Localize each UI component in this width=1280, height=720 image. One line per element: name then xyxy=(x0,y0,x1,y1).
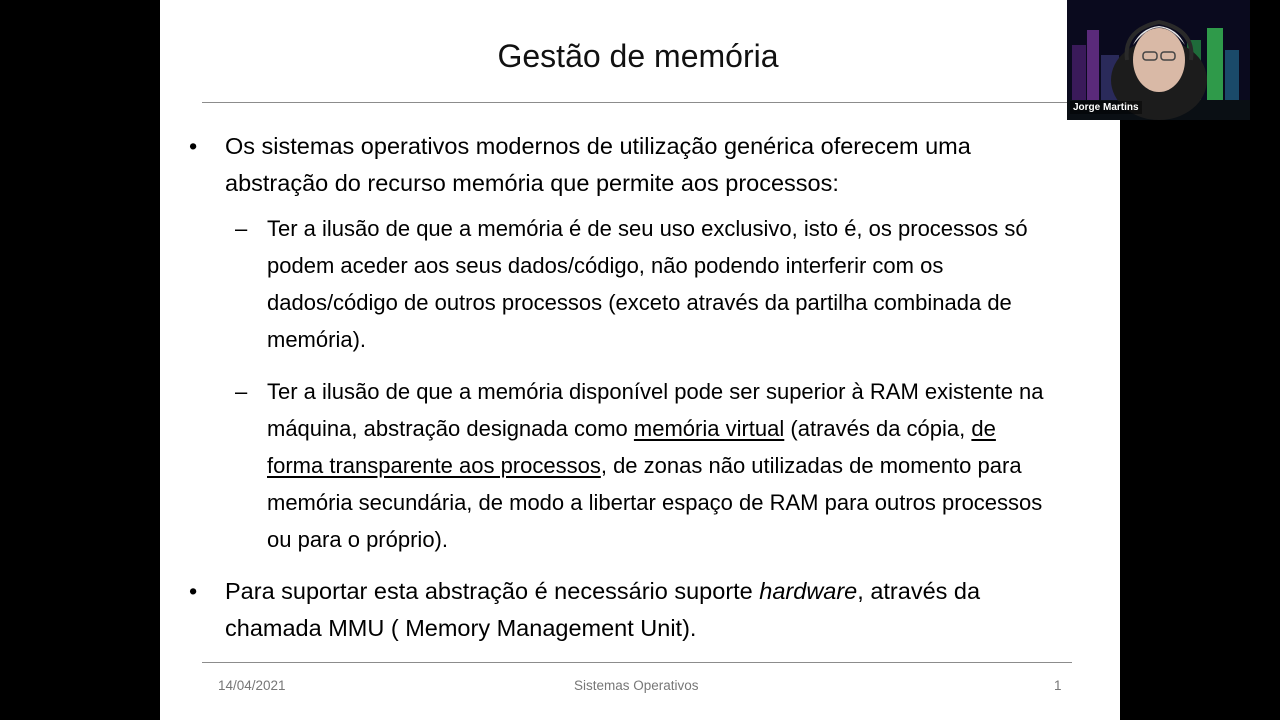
participant-name: Jorge Martins xyxy=(1070,101,1142,114)
sub-bullet-2-text-c: , de zonas não utilizadas de momento para memória secundária, de modo a libertar espaço de RAM para outros processos ou para o próprio). xyxy=(267,453,1043,552)
sub-bullet-2 xyxy=(235,373,1057,558)
virtual-memory-term: memória virtual xyxy=(633,416,785,441)
dash-mark: – xyxy=(235,216,248,241)
footer-course: Sistemas Operativos xyxy=(574,678,699,693)
bullet-2-text-a: Para suportar esta abstração é necessário suporte xyxy=(225,578,760,604)
sub-bullet-2-text-b: (através da cópia, xyxy=(784,416,972,441)
footer-page-number: 1 xyxy=(1054,678,1062,693)
slide xyxy=(160,0,1120,720)
hardware-term: hardware xyxy=(759,578,858,604)
title-divider xyxy=(202,102,1072,103)
bullet-2-text-b: , através da chamada MMU ( Memory Management Unit). xyxy=(225,578,981,641)
footer-date: 14/04/2021 xyxy=(218,678,286,693)
bullet-mark: • xyxy=(189,578,198,604)
sub-bullet-2-text-a: Ter a ilusão de que a memória disponível pode ser superior à RAM existente na máquina, abstração designada como xyxy=(267,379,1044,441)
webcam-tile[interactable] xyxy=(1067,0,1250,120)
sub-bullet-1 xyxy=(235,210,1057,358)
dash-mark: – xyxy=(235,379,248,404)
bullet-1 xyxy=(189,128,1055,202)
bullet-1-text: Os sistemas operativos modernos de utilização genérica oferecem uma abstração do recurso memória que permite aos processos: xyxy=(225,133,971,196)
slide-title: Gestão de memória xyxy=(497,38,779,74)
sub-bullet-1-text: Ter a ilusão de que a memória é de seu uso exclusivo, isto é, os processos só podem aceder aos seus dados/código, não podendo interferir com os dados/código de outros processos (exceto através da partilha combinada de memória). xyxy=(267,216,1028,352)
bullet-2 xyxy=(189,573,1055,647)
bullet-mark: • xyxy=(189,133,198,159)
footer-divider xyxy=(202,662,1072,663)
transparent-phrase: de forma transparente aos processos xyxy=(267,416,996,478)
